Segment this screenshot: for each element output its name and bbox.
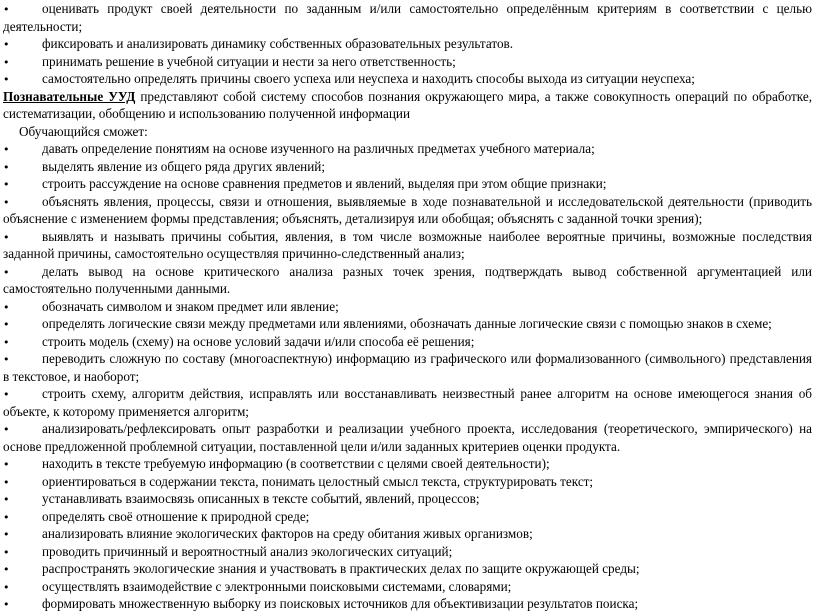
- list-item: • строить схему, алгоритм действия, исправлять или восстанавливать неизвестный ранее алгоритм на основе имеющегося знания об объекте, к которому применяется алгоритм;: [3, 385, 812, 420]
- bullet-icon: [3, 35, 13, 54]
- list-item: • выявлять и называть причины события, явления, в том числе возможные наиболее вероятные причины, возможные последствия заданной причины, самостоятельно осуществляя причинно-следственный анализ;: [3, 228, 812, 263]
- bullet-icon: [3, 158, 13, 177]
- list-item: • давать определение понятиям на основе изученного на различных предметах учебного материала;: [3, 140, 812, 158]
- bullet-icon: [3, 490, 13, 509]
- bullet-icon: [3, 333, 13, 352]
- list-item: • принимать решение в учебной ситуации и нести за него ответственность;: [3, 53, 812, 71]
- list-item: • ориентироваться в содержании текста, понимать целостный смысл текста, структурировать текст;: [3, 473, 812, 491]
- bullet-icon: [3, 543, 13, 562]
- bullet-icon: [3, 455, 13, 474]
- list-item: • объяснять явления, процессы, связи и отношения, выявляемые в ходе познавательной и исследовательской деятельности (приводить объяснение с изменением формы представления; объяснять, детализируя или обобщая; объяснять с заданной точки зрения);: [3, 193, 812, 228]
- list-item: • находить в тексте требуемую информацию (в соответствии с целями своей деятельности);: [3, 455, 812, 473]
- section-heading: Познавательные УУД: [3, 88, 136, 104]
- bullet-icon: [3, 140, 13, 159]
- bullet-icon: [3, 193, 13, 212]
- bullet-icon: [3, 508, 13, 527]
- list-item: • определять своё отношение к природной среде;: [3, 508, 812, 526]
- list-item: • проводить причинный и вероятностный анализ экологических ситуаций;: [3, 543, 812, 561]
- bullet-icon: [3, 350, 13, 369]
- list-item: • устанавливать взаимосвязь описанных в тексте событий, явлений, процессов;: [3, 490, 812, 508]
- list-item: • строить модель (схему) на основе условий задачи и/или способа её решения;: [3, 333, 812, 351]
- list-item: • строить рассуждение на основе сравнения предметов и явлений, выделяя при этом общие признаки;: [3, 175, 812, 193]
- bullet-icon: [3, 70, 13, 89]
- list-item: • фиксировать и анализировать динамику собственных образовательных результатов.: [3, 35, 812, 53]
- list-item: • оценивать продукт своей деятельности по заданным и/или самостоятельно определённым критериям в соответствии с целью деятельности;: [3, 0, 812, 35]
- bullet-icon: [3, 578, 13, 597]
- list-item: • обозначать символом и знаком предмет или явление;: [3, 298, 812, 316]
- skills-list: [3, 140, 812, 613]
- bullet-icon: [3, 473, 13, 492]
- bullet-icon: [3, 315, 13, 334]
- list-item: • выделять явление из общего ряда других явлений;: [3, 158, 812, 176]
- list-item: • осуществлять взаимодействие с электронными поисковыми системами, словарями;: [3, 578, 812, 596]
- bullet-icon: [3, 228, 13, 247]
- list-item: • анализировать влияние экологических факторов на среду обитания живых организмов;: [3, 525, 812, 543]
- bullet-icon: [3, 560, 13, 579]
- bullet-icon: [3, 385, 13, 404]
- bullet-icon: [3, 263, 13, 282]
- section-paragraph: [3, 88, 812, 123]
- bullet-icon: [3, 298, 13, 317]
- bullet-icon: [3, 595, 13, 614]
- bullet-icon: [3, 175, 13, 194]
- list-item: • самостоятельно определять причины своего успеха или неуспеха и находить способы выхода из ситуации неуспеха;: [3, 70, 812, 88]
- section-text: представляют собой систему способов познания окружающего мира, а также совокупность операций по обработке, систематизации, обобщению и использованию полученной информации: [3, 88, 812, 121]
- list-item: • делать вывод на основе критического анализа разных точек зрения, подтверждать вывод собственной аргументацией или самостоятельно полученными данными.: [3, 263, 812, 298]
- list-item: • переводить сложную по составу (многоаспектную) информацию из графического или формализованного (символьного) представления в текстовое, и наоборот;: [3, 350, 812, 385]
- bullet-icon: [3, 0, 13, 19]
- list-item: • формировать множественную выборку из поисковых источников для объективизации результатов поиска;: [3, 595, 812, 613]
- list-item: • определять логические связи между предметами или явлениями, обозначать данные логические связи с помощью знаков в схеме;: [3, 315, 812, 333]
- bullet-icon: [3, 420, 13, 439]
- bullet-icon: [3, 525, 13, 544]
- list-item: • распространять экологические знания и участвовать в практических делах по защите окружающей среды;: [3, 560, 812, 578]
- list-item: • анализировать/рефлексировать опыт разработки и реализации учебного проекта, исследования (теоретического, эмпирического) на основе предложенной проблемной ситуации, поставленной цели и/или заданных критериев оценки продукта.: [3, 420, 812, 455]
- section-intro: Обучающийся сможет:: [19, 123, 148, 139]
- bullet-icon: [3, 53, 13, 72]
